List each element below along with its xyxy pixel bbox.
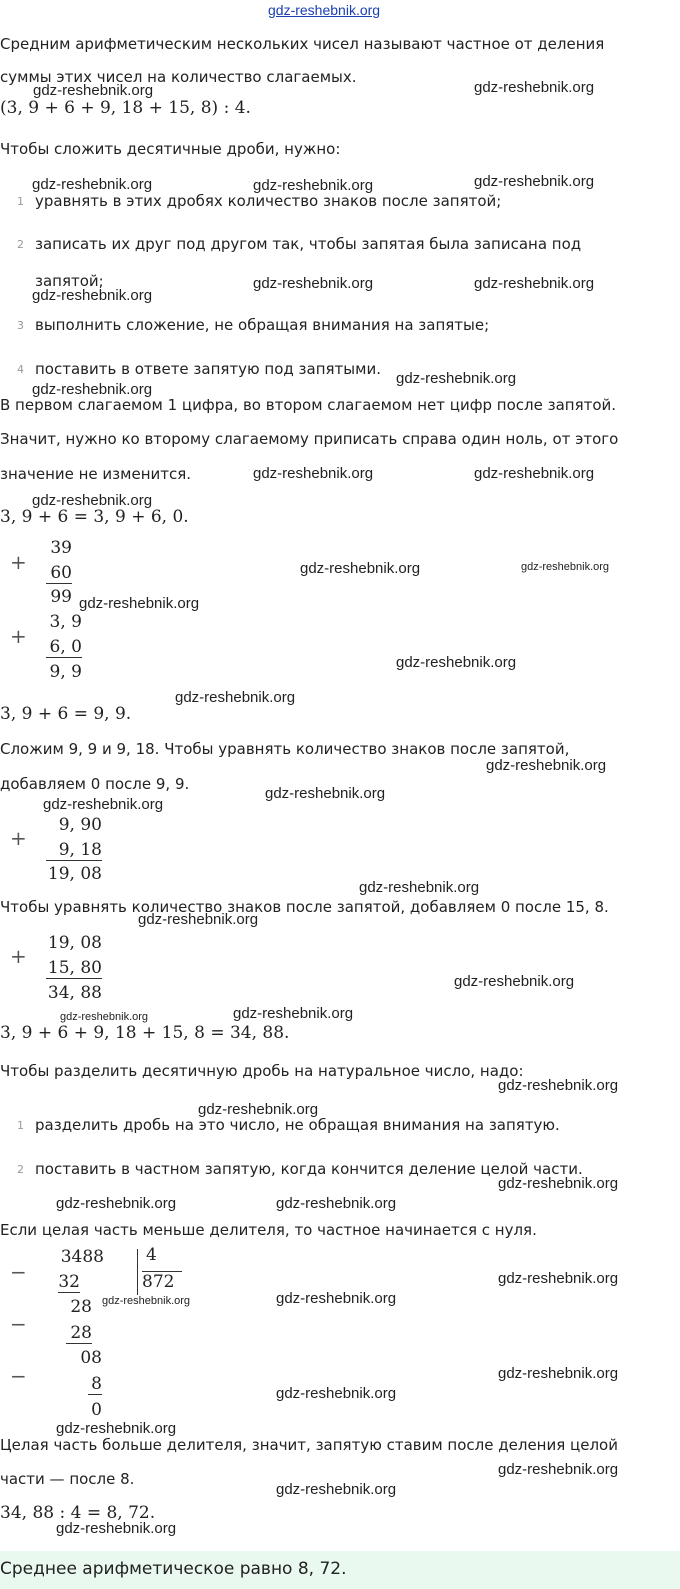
sum: 34, 88 [47,983,102,1003]
step-number: 1 [17,195,24,208]
step-text: разделить дробь на это число, не обращая внимания на запятую. [35,1116,560,1134]
step-text-cont: запятой; [35,272,104,290]
divisor: 4 [146,1245,157,1265]
watermark-text: gdz-reshebnik.org [79,595,200,612]
watermark-text: gdz-reshebnik.org [56,1195,177,1212]
watermark-text: gdz-reshebnik.org [32,176,153,193]
sum: 19, 08 [47,864,102,884]
step-number: 4 [17,363,24,376]
expression-result: 34, 88 : 4 = 8, 72. [0,1503,156,1523]
step-number: 3 [17,319,24,332]
addend: 9, 90 [58,815,102,835]
watermark-text: gdz-reshebnik.org [498,1365,619,1382]
addend: 6, 0 [46,637,82,658]
plus-sign: + [10,624,27,648]
addend: 15, 80 [47,958,102,978]
step-text: записать их друг под другом так, чтобы запятая была записана под [35,235,582,253]
watermark-text: gdz-reshebnik.org [396,370,517,387]
expression: 3, 9 + 6 = 3, 9 + 6, 0. [0,507,189,527]
addend: 19, 08 [47,933,102,953]
plus-sign: + [10,826,27,850]
explanation-text: Значит, нужно ко второму слагаемому приписать справа один ноль, от этого [0,430,619,448]
remainder: 08 [80,1348,102,1368]
watermark-text: gdz-reshebnik.org [276,1481,397,1498]
watermark-text: gdz-reshebnik.org [396,654,517,671]
watermark-text: gdz-reshebnik.org [474,79,595,96]
watermark-text: gdz-reshebnik.org [198,1101,319,1118]
expression-total: 3, 9 + 6 + 9, 18 + 15, 8 = 34, 88. [0,1023,290,1043]
watermark-text: gdz-reshebnik.org [32,381,153,398]
division-rule-intro: Чтобы разделить десятичную дробь на натуральное число, надо: [0,1062,524,1080]
watermark-text: gdz-reshebnik.org [498,1461,619,1478]
watermark-text: gdz-reshebnik.org [474,173,595,190]
step-text: поставить в ответе запятую под запятыми. [35,360,381,378]
subtrahend: 28 [66,1323,92,1344]
explanation-text: Сложим 9, 9 и 9, 18. Чтобы уравнять количество знаков после запятой, [0,740,570,758]
step-text: уравнять в этих дробях количество знаков после запятой; [35,192,502,210]
watermark-text: gdz-reshebnik.org [32,492,153,509]
answer-text: Среднее арифметическое равно 8, 72. [0,1559,347,1579]
quotient: 872 [142,1271,182,1292]
watermark-text: gdz-reshebnik.org [359,879,480,896]
expression: 3, 9 + 6 = 9, 9. [0,704,132,724]
minus-sign: − [10,1260,27,1284]
watermark-text: gdz-reshebnik.org [56,1520,177,1537]
watermark-text: gdz-reshebnik.org [33,82,154,99]
watermark-text: gdz-reshebnik.org [253,465,374,482]
addition-rule-intro: Чтобы сложить десятичные дроби, нужно: [0,140,341,158]
watermark-text: gdz-reshebnik.org [474,465,595,482]
minus-sign: − [10,1312,27,1336]
watermark-text: gdz-reshebnik.org [138,911,259,928]
dividend: 3488 [60,1247,104,1267]
expression-average: (3, 9 + 6 + 9, 18 + 15, 8) : 4. [0,98,251,118]
watermark-text: gdz-reshebnik.org [454,973,575,990]
watermark-text: gdz-reshebnik.org [498,1077,619,1094]
step-number: 2 [17,1163,24,1176]
addend: 9, 18 [46,840,102,861]
watermark-text: gdz-reshebnik.org [102,1295,191,1307]
explanation-text: В первом слагаемом 1 цифра, во втором слагаемом нет цифр после запятой. [0,396,617,414]
watermark-text: gdz-reshebnik.org [276,1385,397,1402]
addend: 3, 9 [49,612,82,632]
watermark-text: gdz-reshebnik.org [253,177,374,194]
definition-text: Средним арифметическим нескольких чисел называют частное от деления [0,35,605,53]
step-text: выполнить сложение, не обращая внимания на запятые; [35,316,490,334]
explanation-text: Чтобы уравнять количество знаков после запятой, добавляем 0 после 15, 8. [0,898,609,916]
explanation-text: Если целая часть меньше делителя, то частное начинается с нуля. [0,1221,537,1239]
watermark-text: gdz-reshebnik.org [498,1175,619,1192]
watermark-text: gdz-reshebnik.org [474,275,595,292]
definition-text-cont: суммы этих чисел на количество слагаемых. [0,68,357,86]
watermark-text: gdz-reshebnik.org [486,757,607,774]
remainder: 0 [91,1400,102,1420]
watermark-text: gdz-reshebnik.org [521,561,610,573]
watermark-text: gdz-reshebnik.org [300,560,421,577]
explanation-text: Целая часть больше делителя, значит, запятую ставим после деления целой [0,1436,618,1454]
plus-sign: + [10,550,27,574]
addend: 60 [46,563,72,584]
remainder: 28 [70,1297,92,1317]
step-number: 2 [17,238,24,251]
site-link[interactable]: gdz-reshebnik.org [268,2,381,18]
minus-sign: − [10,1364,27,1388]
watermark-text: gdz-reshebnik.org [276,1195,397,1212]
sum: 99 [50,587,72,607]
explanation-text: части — после 8. [0,1470,135,1488]
sum: 9, 9 [49,662,82,682]
watermark-text: gdz-reshebnik.org [60,1011,149,1023]
watermark-text: gdz-reshebnik.org [498,1270,619,1287]
explanation-text: добавляем 0 после 9, 9. [0,775,190,793]
watermark-text: gdz-reshebnik.org [175,689,296,706]
division-bracket [137,1249,138,1295]
watermark-text: gdz-reshebnik.org [32,287,153,304]
watermark-text: gdz-reshebnik.org [265,785,386,802]
watermark-text: gdz-reshebnik.org [253,275,374,292]
plus-sign: + [10,944,27,968]
explanation-text: значение не изменится. [0,465,192,483]
addend: 39 [50,538,72,558]
subtrahend: 8 [88,1374,102,1395]
watermark-text: gdz-reshebnik.org [233,1005,354,1022]
watermark-text: gdz-reshebnik.org [276,1290,397,1307]
step-text: поставить в частном запятую, когда кончится деление целой части. [35,1160,583,1178]
watermark-text: gdz-reshebnik.org [56,1420,177,1437]
watermark-text: gdz-reshebnik.org [43,796,164,813]
step-number: 1 [17,1119,24,1132]
subtrahend: 32 [58,1272,80,1292]
